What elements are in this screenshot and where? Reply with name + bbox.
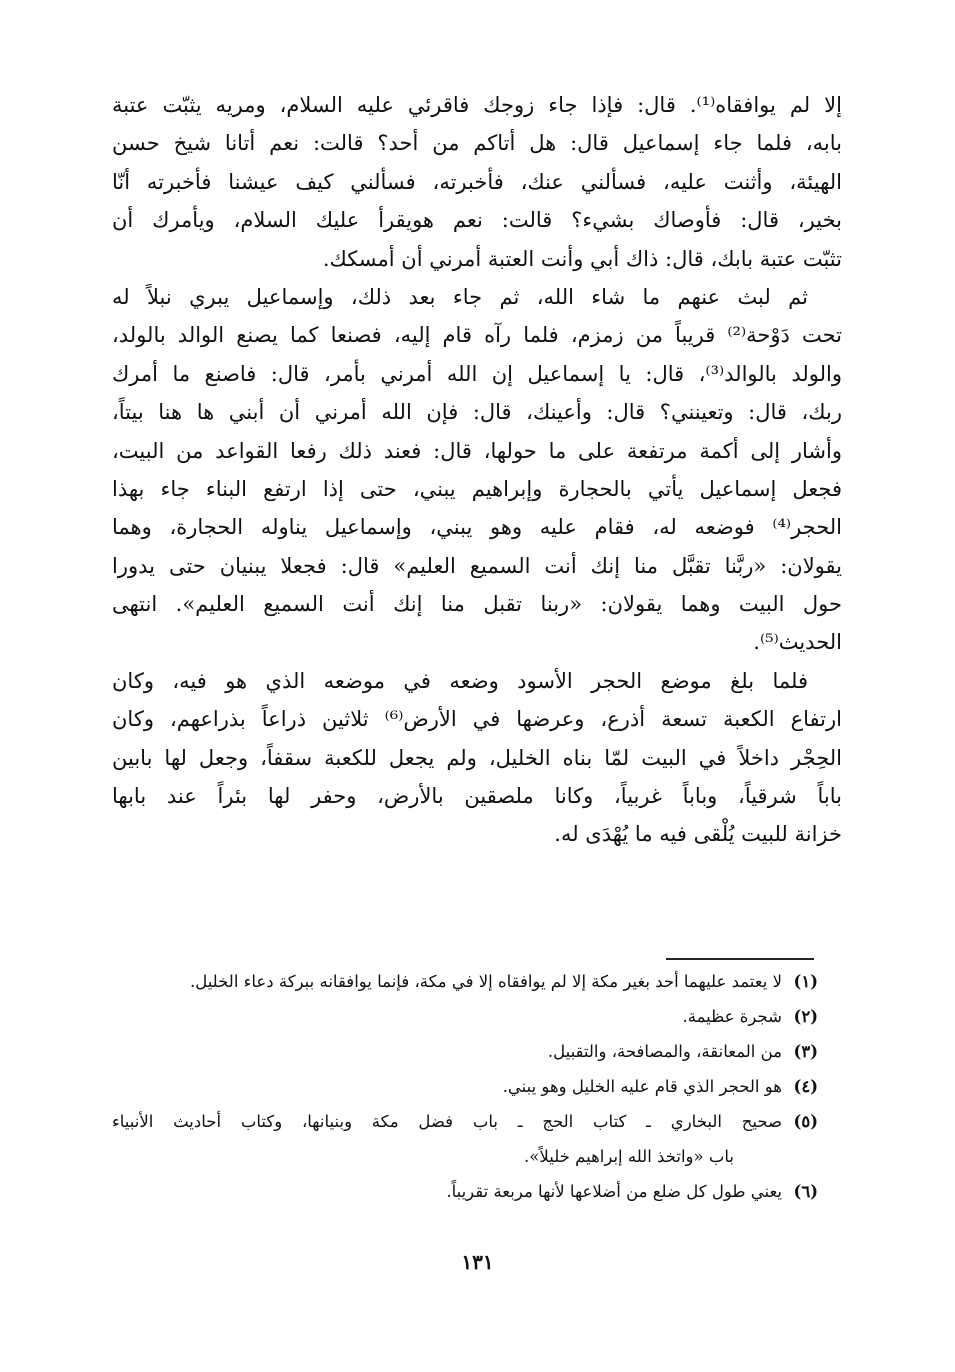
footnote-item (112, 1034, 818, 1069)
footnote-text: لا يعتمد عليهما أحد بغير مكة إلا لم يوافقاه إلا في مكة، فإنما يوافقانه ببركة دعاء الخليل. (189, 972, 782, 991)
text-line: فلما بلغ موضع الحجر الأسود وضعه في موضعه الذي هو فيه، وكان (112, 668, 808, 693)
footnote-text: شجرة عظيمة. (682, 1007, 782, 1026)
text-line: الحجر⁽⁴⁾ فوضعه له، فقام عليه وهو يبني، وإسماعيل يناوله الحجارة، وهما (112, 515, 842, 540)
text-line: ربك، قال: وتعينني؟ قال: وأعينك، قال: فإن الله أمرني أن أبني ها هنا بيتاً، (112, 400, 842, 425)
footnote-item (112, 999, 818, 1034)
text-line: يقولان: «ربَّنا تقبَّل منا إنك أنت السميع العليم» قال: فجعلا يبنيان حتى يدورا (112, 553, 842, 578)
text-line: بابه، فلما جاء إسماعيل قال: هل أتاكم من أحد؟ قالت: نعم أتانا شيخ حسن (112, 131, 842, 156)
text-line: الهيئة، وأثنت عليه، فسألني عنك، فأخبرته، فسألني كيف عيشنا فأخبرته أنّا (112, 169, 842, 194)
text-line: بخير، قال: فأوصاك بشيء؟ قالت: نعم هويقرأ عليك السلام، ويأمرك أن (112, 208, 842, 233)
footnote-continuation: باب «واتخذ الله إبراهيم خليلاً». (524, 1147, 734, 1166)
footnote-text: يعني طول كل ضلع من أضلاعها لأنها مربعة تقريباً. (446, 1182, 782, 1201)
text-line: تحت دَوْحة⁽²⁾ قريباً من زمزم، فلما رآه قام إليه، فصنعا كما يصنع الوالد بالولد، (112, 323, 842, 348)
footnote-number: (٤) (793, 1077, 818, 1096)
footnote-text: صحيح البخاري ـ كتاب الحج ـ باب فضل مكة وبنيانها، وكتاب أحاديث الأنبياء (112, 1112, 782, 1131)
footnote-number: (٦) (793, 1182, 818, 1201)
footnote-separator (666, 958, 814, 960)
footnote-item (112, 1174, 818, 1209)
footnote-item (112, 1104, 818, 1139)
footnote-number: (١) (793, 972, 818, 991)
text-line: حول البيت وهما يقولان: «ربنا تقبل منا إنك أنت السميع العليم». انتهى (112, 592, 842, 617)
text-line: الحِجْر داخلاً في البيت لمّا بناه الخليل، ولم يجعل للكعبة سقفاً، وجعل لها بابين (112, 745, 842, 770)
text-line: ثم لبث عنهم ما شاء الله، ثم جاء بعد ذلك، وإسماعيل يبري نبلاً له (112, 284, 808, 309)
text-line: الحديث⁽⁵⁾. (753, 630, 842, 655)
footnote-item (112, 1069, 818, 1104)
page-number: ١٣١ (461, 1250, 494, 1274)
footnote-text: هو الحجر الذي قام عليه الخليل وهو يبني. (502, 1077, 782, 1096)
main-text (112, 86, 842, 854)
footnotes (112, 964, 818, 1209)
text-line: باباً شرقياً، وباباً غربياً، وكانا ملصقين بالأرض، وحفر لها بئراً عند بابها (112, 784, 842, 809)
text-line: تثبّت عتبة بابك، قال: ذاك أبي وأنت العتبة أمرني أن أمسكك. (322, 246, 842, 271)
text-line: والولد بالوالد⁽³⁾، قال: يا إسماعيل إن الله أمرني بأمر، قال: فاصنع ما أمرك (112, 361, 842, 386)
text-line: ارتفاع الكعبة تسعة أذرع، وعرضها في الأرض⁽⁶⁾ ثلاثين ذراعاً بذراعهم، وكان (112, 707, 842, 732)
footnote-item (112, 964, 818, 999)
text-line: فجعل إسماعيل يأتي بالحجارة وإبراهيم يبني، حتى إذا ارتفع البناء جاء بهذا (112, 476, 842, 501)
text-line: خزانة للبيت يُلْقى فيه ما يُهْدَى له. (554, 822, 842, 847)
text-line: إلا لم يوافقاه⁽¹⁾. قال: فإذا جاء زوجك فاقرئي عليه السلام، ومريه يثبّت عتبة (112, 93, 842, 117)
footnote-number: (٢) (793, 1007, 818, 1026)
footnote-text: من المعانقة، والمصافحة، والتقبيل. (547, 1042, 782, 1061)
text-line: وأشار إلى أكمة مرتفعة على ما حولها، قال: فعند ذلك رفعا القواعد من البيت، (112, 438, 842, 463)
footnote-number: (٣) (793, 1042, 818, 1061)
footnote-number: (٥) (793, 1112, 818, 1131)
